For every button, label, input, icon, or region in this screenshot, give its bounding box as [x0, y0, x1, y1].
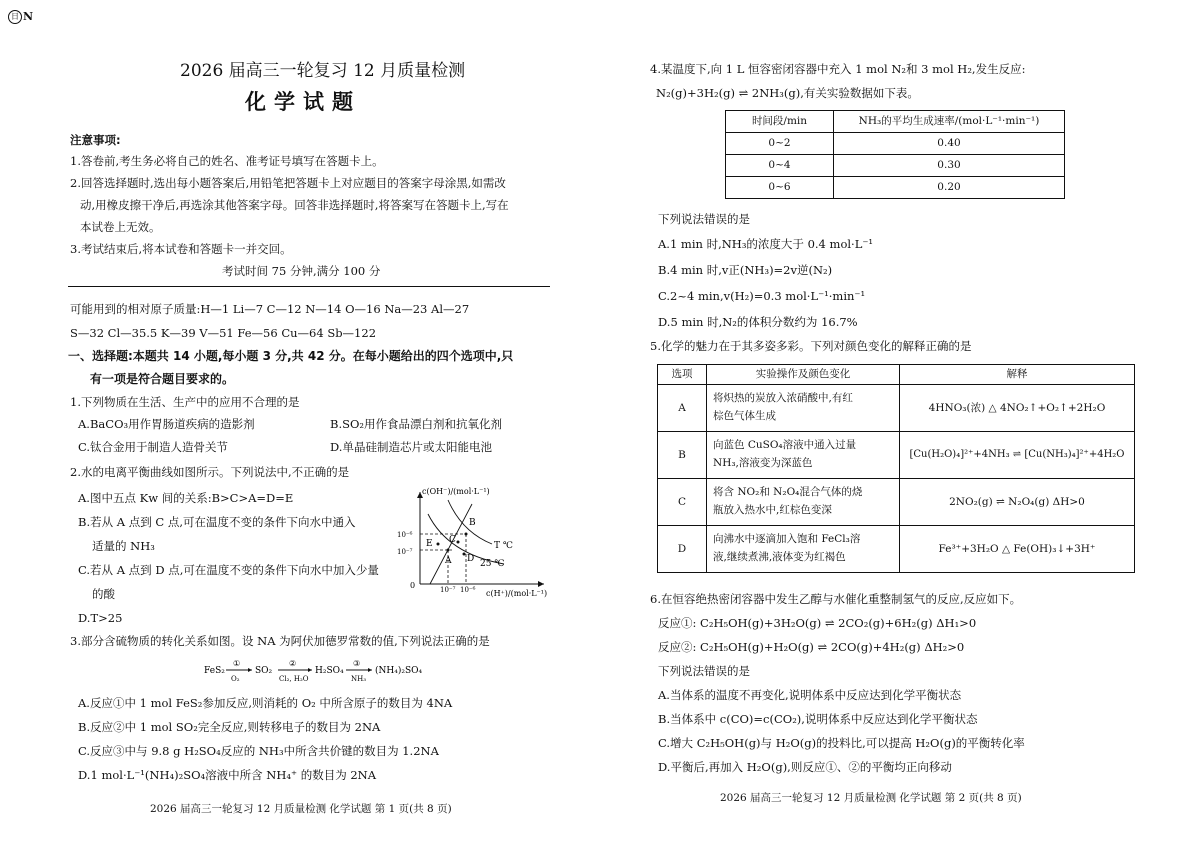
table-row — [658, 385, 1135, 432]
ionization-graph — [392, 484, 552, 598]
graph-xtick: 10⁻⁶ — [460, 586, 476, 594]
point-label: A — [445, 556, 452, 566]
color-change-table — [657, 364, 1135, 573]
table-cell: [Cu(H₂O)₄]²⁺+4NH₃ ⇌ [Cu(NH₃)₄]²⁺+4H₂O — [900, 432, 1135, 479]
notice-line: 本试卷上无效。 — [80, 220, 161, 234]
table-row — [658, 526, 1135, 573]
table-header: 时间段/min — [726, 111, 834, 133]
table-cell: 2NO₂(g) ⇌ N₂O₄(g) ΔH>0 — [900, 479, 1135, 526]
question-6-ask: 下列说法错误的是 — [658, 664, 750, 678]
notice-line: 动,用橡皮擦干净后,再选涂其他答案字母。回答非选择题时,将答案写在答题卡上,写在 — [80, 198, 509, 212]
point-label: E — [426, 539, 433, 549]
table-header: 选项 — [658, 365, 707, 385]
option-2D: D.T>25 — [78, 611, 123, 625]
graph-origin: 0 — [410, 581, 416, 590]
table-row — [726, 177, 1065, 199]
option-6A: A.当体系的温度不再变化,说明体系中反应达到化学平衡状态 — [658, 688, 962, 702]
notice-heading: 注意事项: — [70, 133, 121, 147]
option-1D: D.单晶硅制造芯片或太阳能电池 — [330, 440, 492, 454]
scheme-step: ③ — [353, 659, 361, 668]
graph-xlabel: c(H⁺)/(mol·L⁻¹) — [486, 589, 548, 598]
notice-line: 2.回答选择题时,选出每小题答案后,用铅笔把答题卡上对应题目的答案字母涂黑,如需改 — [70, 176, 506, 190]
scheme-reagent: Cl₂, H₂O — [279, 675, 309, 683]
graph-ylabel: c(OH⁻)/(mol·L⁻¹) — [422, 487, 490, 496]
scheme-step: ② — [289, 659, 297, 668]
notice-line: 1.答卷前,考生务必将自己的姓名、准考证号填写在答题卡上。 — [70, 154, 384, 168]
table-cell: 0.20 — [834, 177, 1065, 199]
option-2B-cont: 适量的 NH₃ — [92, 539, 155, 553]
question-4-ask: 下列说法错误的是 — [658, 212, 750, 226]
option-2C: C.若从 A 点到 D 点,可在温度不变的条件下向水中加入少量 — [78, 563, 379, 577]
table-cell: D — [658, 526, 707, 573]
option-1A: A.BaCO₃用作胃肠道疾病的造影剂 — [78, 417, 255, 431]
scheme-reagent: NH₃ — [351, 675, 367, 683]
section-heading: 一、选择题:本题共 14 小题,每小题 3 分,共 42 分。在每小题给出的四个选项中,只 — [68, 349, 514, 363]
table-cell: 将含 NO₂和 N₂O₄混合气体的烧 瓶放入热水中,红棕色变深 — [707, 479, 900, 526]
exam-title: 2026 届高三一轮复习 12 月质量检测 — [180, 61, 466, 81]
table-cell: 0~4 — [726, 155, 834, 177]
option-1C: C.钛合金用于制造人造骨关节 — [78, 440, 229, 454]
option-3D: D.1 mol·L⁻¹(NH₄)₂SO₄溶液中所含 NH₄⁺ 的数目为 2NA — [78, 768, 377, 782]
option-2C-cont: 的酸 — [92, 587, 115, 601]
table-cell: 0~2 — [726, 133, 834, 155]
point-label: D — [467, 554, 475, 564]
reaction-1: 反应①: C₂H₅OH(g)+3H₂O(g) ⇌ 2CO₂(g)+6H₂(g) ΔH₁>0 — [658, 616, 977, 630]
option-6B: B.当体系中 c(CO)=c(CO₂),说明体系中反应达到化学平衡状态 — [658, 712, 978, 726]
table-cell: 向沸水中逐滴加入饱和 FeCl₃溶 液,继续煮沸,液体变为红褐色 — [707, 526, 900, 573]
question-6: 6.在恒容绝热密闭容器中发生乙醇与水催化重整制氢气的反应,反应如下。 — [650, 592, 1022, 606]
graph-ytick: 10⁻⁶ — [397, 531, 413, 539]
option-4C: C.2~4 min,v(H₂)=0.3 mol·L⁻¹·min⁻¹ — [658, 289, 866, 303]
section-heading: 有一项是符合题目要求的。 — [90, 372, 235, 386]
scheme-species: SO₂ — [255, 666, 273, 676]
question-4-reaction: N₂(g)+3H₂(g) ⇌ 2NH₃(g),有关实验数据如下表。 — [656, 86, 919, 100]
sulfur-scheme — [200, 655, 440, 689]
option-6C: C.增大 C₂H₅OH(g)与 H₂O(g)的投料比,可以提高 H₂O(g)的平衡转化率 — [658, 736, 1025, 750]
question-4: 4.某温度下,向 1 L 恒容密闭容器中充入 1 mol N₂和 3 mol H₂,发生反应: — [650, 62, 1026, 76]
table-row — [658, 479, 1135, 526]
graph-xtick: 10⁻⁷ — [440, 586, 456, 594]
point-label: C — [449, 535, 456, 545]
option-1B: B.SO₂用作食品漂白剂和抗氧化剂 — [330, 417, 503, 431]
question-3: 3.部分含硫物质的转化关系如图。设 NA 为阿伏加德罗常数的值,下列说法正确的是 — [70, 634, 490, 648]
question-5: 5.化学的魅力在于其多姿多彩。下列对颜色变化的解释正确的是 — [650, 339, 972, 353]
scheme-step: ① — [233, 659, 241, 668]
curve-label: 25 ℃ — [480, 559, 505, 569]
scheme-species: FeS₂ — [204, 666, 225, 676]
subject-title: 化学试题 — [245, 90, 361, 114]
option-3C: C.反应③中与 9.8 g H₂SO₄反应的 NH₃中所含共价键的数目为 1.2NA — [78, 744, 439, 758]
atomic-masses: 可能用到的相对原子质量:H—1 Li—7 C—12 N—14 O—16 Na—23 Al—27 — [70, 302, 470, 316]
curve-label: T ℃ — [494, 541, 513, 551]
option-2A: A.图中五点 Kw 间的关系:B>C>A=D=E — [78, 491, 294, 505]
question-1: 1.下列物质在生活、生产中的应用不合理的是 — [70, 395, 300, 409]
table-row — [726, 133, 1065, 155]
table-cell: 0.40 — [834, 133, 1065, 155]
table-cell: C — [658, 479, 707, 526]
table-header: 解释 — [900, 365, 1135, 385]
table-header: NH₃的平均生成速率/(mol·L⁻¹·min⁻¹) — [834, 111, 1065, 133]
table-cell: 将炽热的炭放入浓硝酸中,有红 棕色气体生成 — [707, 385, 900, 432]
table-cell: Fe³⁺+3H₂O △ Fe(OH)₃↓+3H⁺ — [900, 526, 1135, 573]
corner-mark: 日 N — [8, 10, 33, 24]
option-4D: D.5 min 时,N₂的体积分数约为 16.7% — [658, 315, 858, 329]
graph-ytick: 10⁻⁷ — [397, 548, 413, 556]
option-4B: B.4 min 时,v正(NH₃)=2v逆(N₂) — [658, 263, 833, 277]
exam-time: 考试时间 75 分钟,满分 100 分 — [222, 264, 381, 278]
table-cell: 0~6 — [726, 177, 834, 199]
table-cell: A — [658, 385, 707, 432]
page-footer: 2026 届高三一轮复习 12 月质量检测 化学试题 第 1 页(共 8 页) — [150, 803, 452, 815]
option-4A: A.1 min 时,NH₃的浓度大于 0.4 mol·L⁻¹ — [658, 237, 874, 251]
table-row — [726, 155, 1065, 177]
scheme-species: (NH₄)₂SO₄ — [375, 666, 423, 676]
reaction-2: 反应②: C₂H₅OH(g)+H₂O(g) ⇌ 2CO(g)+4H₂(g) ΔH₂>0 — [658, 640, 965, 654]
option-6D: D.平衡后,再加入 H₂O(g),则反应①、②的平衡均正向移动 — [658, 760, 952, 774]
table-cell: 0.30 — [834, 155, 1065, 177]
scheme-reagent: O₂ — [231, 675, 240, 683]
divider — [68, 286, 550, 287]
question-2: 2.水的电离平衡曲线如图所示。下列说法中,不正确的是 — [70, 465, 350, 479]
corner-circle-icon: 日 — [8, 10, 22, 24]
table-cell: 向蓝色 CuSO₄溶液中通入过量 NH₃,溶液变为深蓝色 — [707, 432, 900, 479]
table-cell: B — [658, 432, 707, 479]
point-label: B — [469, 518, 476, 528]
table-cell: 4HNO₃(浓) △ 4NO₂↑+O₂↑+2H₂O — [900, 385, 1135, 432]
option-3A: A.反应①中 1 mol FeS₂参加反应,则消耗的 O₂ 中所含原子的数目为 4NA — [78, 696, 453, 710]
rate-table — [725, 110, 1065, 199]
option-2B: B.若从 A 点到 C 点,可在温度不变的条件下向水中通入 — [78, 515, 356, 529]
table-header: 实验操作及颜色变化 — [707, 365, 900, 385]
notice-line: 3.考试结束后,将本试卷和答题卡一并交回。 — [70, 242, 292, 256]
table-row — [658, 432, 1135, 479]
atomic-masses: S—32 Cl—35.5 K—39 V—51 Fe—56 Cu—64 Sb—122 — [70, 326, 377, 340]
page-footer: 2026 届高三一轮复习 12 月质量检测 化学试题 第 2 页(共 8 页) — [720, 792, 1022, 804]
option-3B: B.反应②中 1 mol SO₂完全反应,则转移电子的数目为 2NA — [78, 720, 381, 734]
scheme-species: H₂SO₄ — [315, 666, 344, 676]
